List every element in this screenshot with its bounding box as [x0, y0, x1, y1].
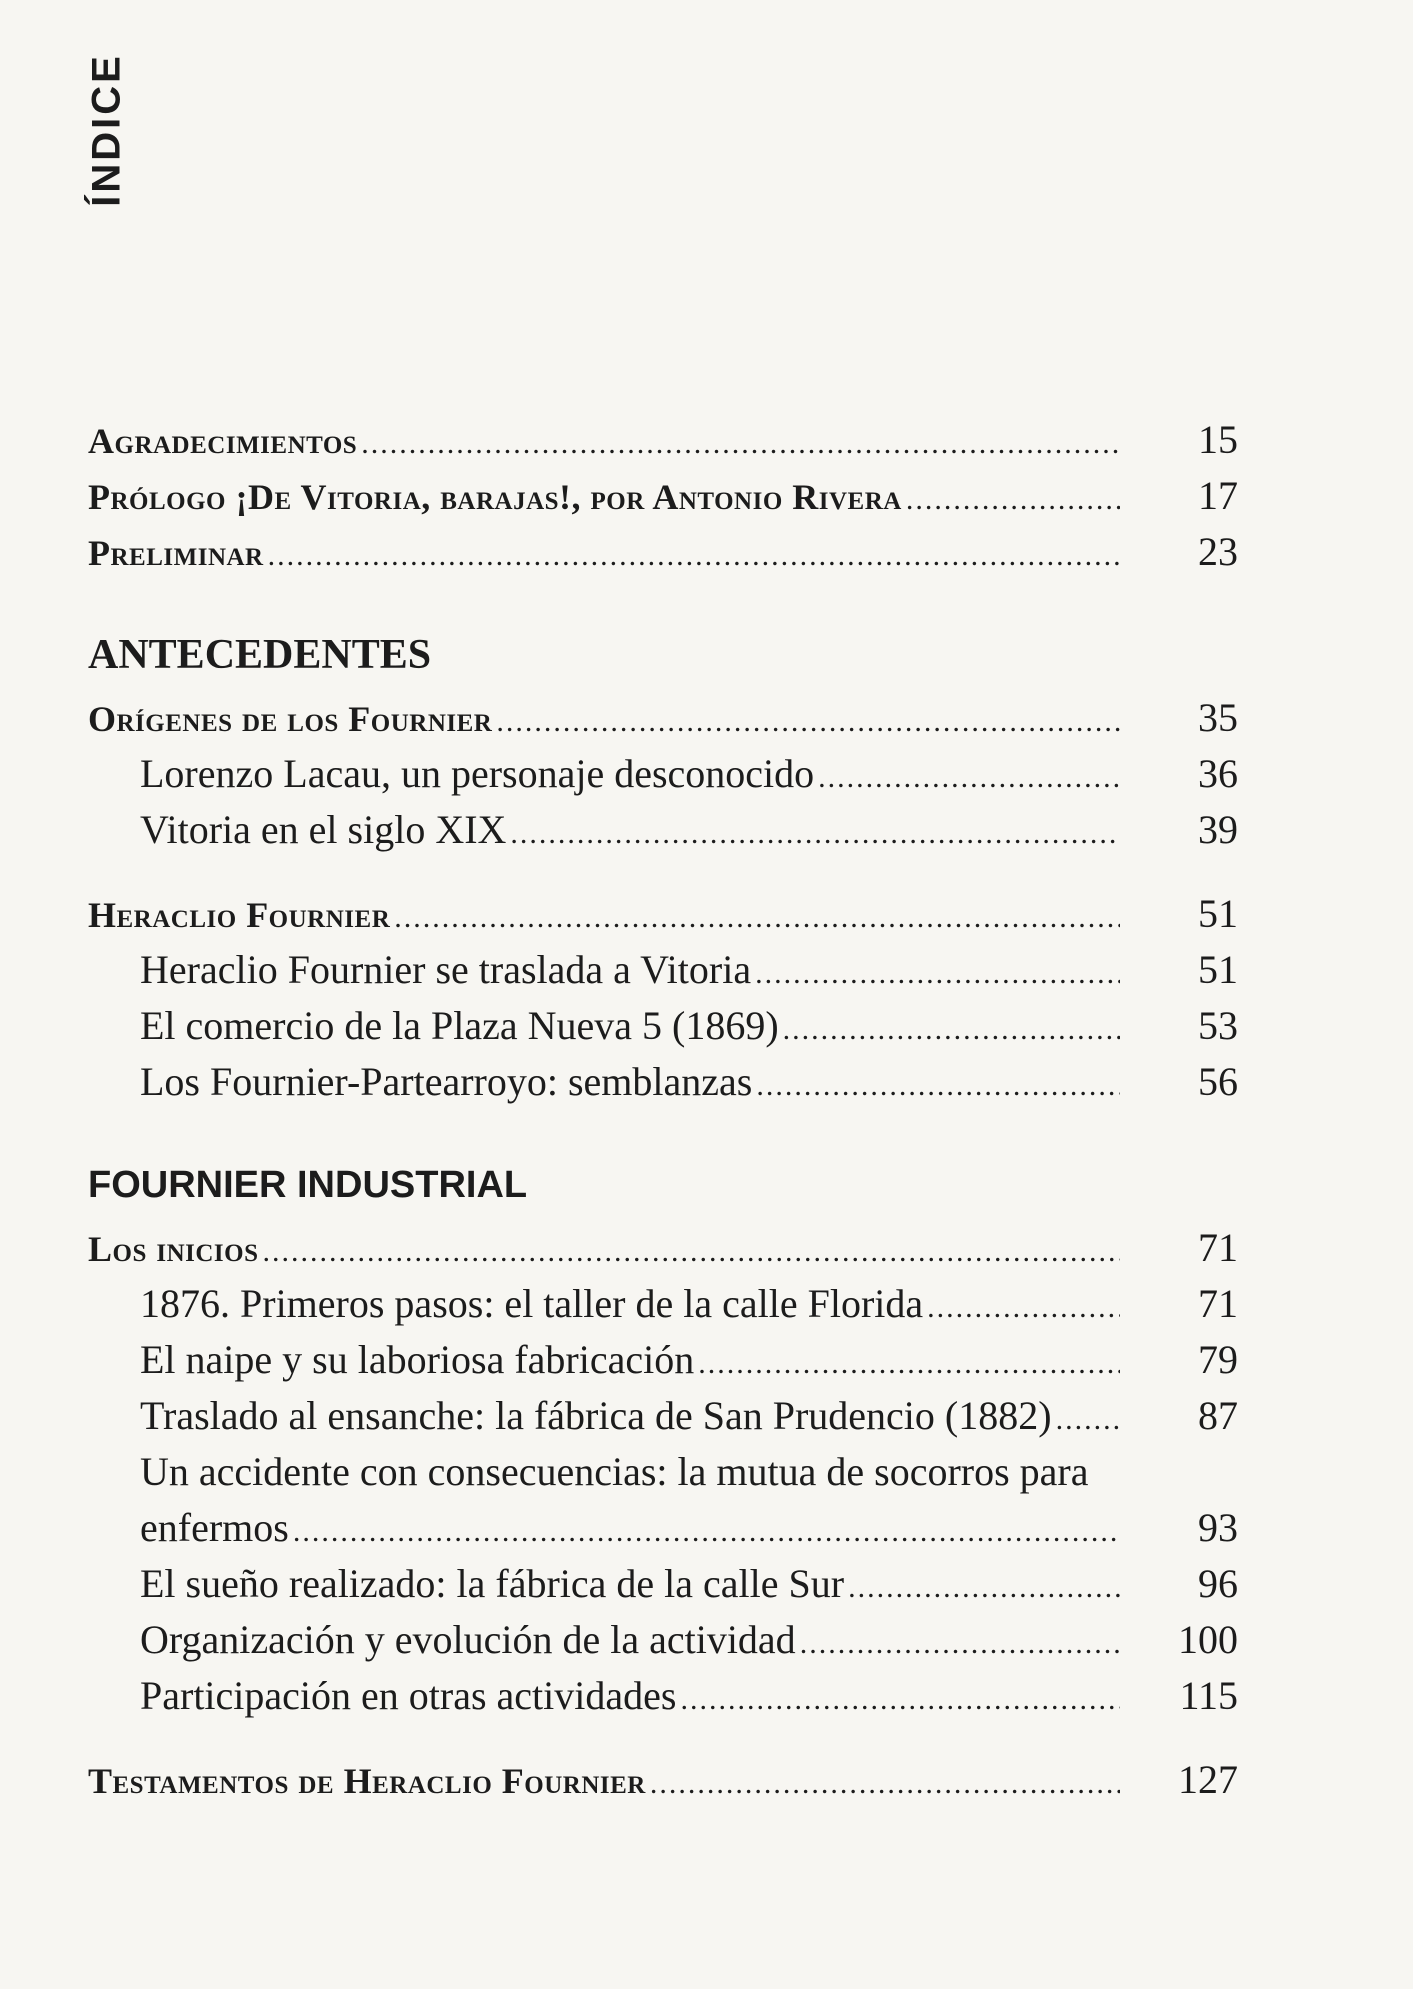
toc-entry-label: enfermos: [140, 1505, 289, 1550]
toc-item[interactable]: [88, 1276, 1238, 1332]
toc-entry-label: Agradecimientos: [88, 421, 358, 461]
toc-page-number: 51: [1198, 891, 1238, 936]
leader-dots: [800, 1616, 1120, 1672]
toc-entry-label: Los Fournier-Partearroyo: semblanzas: [140, 1059, 753, 1104]
toc-entry-testaments[interactable]: [88, 1752, 1238, 1808]
toc-page-number: 23: [1198, 529, 1238, 574]
toc-item[interactable]: [88, 1556, 1238, 1612]
toc-page-number: 93: [1198, 1505, 1238, 1550]
toc-page-number: 79: [1198, 1337, 1238, 1382]
leader-dots: [848, 1560, 1120, 1616]
toc-entry-label: Vitoria en el siglo XIX: [140, 807, 507, 852]
toc-item[interactable]: [88, 1054, 1238, 1110]
toc-item[interactable]: [88, 998, 1238, 1054]
toc-entry-label: Prólogo ¡De Vitoria, barajas!, por Antonio Rivera: [88, 477, 902, 517]
leader-dots: [906, 472, 1120, 528]
leader-dots: [268, 528, 1120, 584]
toc-entry-label: Testamentos de Heraclio Fournier: [88, 1761, 646, 1801]
toc-item-wrapped-first-line[interactable]: [88, 1444, 1238, 1500]
leader-dots: [650, 1756, 1120, 1812]
toc-entry-label: 1876. Primeros pasos: el taller de la calle Florida: [140, 1281, 924, 1326]
section-heading-antecedentes: ANTECEDENTES: [88, 632, 432, 678]
toc-item[interactable]: [88, 1332, 1238, 1388]
toc-page-number: 71: [1198, 1281, 1238, 1326]
index-title-text: ÍNDICE: [84, 53, 129, 207]
toc-page-number: 36: [1198, 751, 1238, 796]
toc-entry-acknowledgements[interactable]: [88, 412, 1238, 468]
toc-entry-label: Heraclio Fournier: [88, 895, 391, 935]
toc-item[interactable]: [88, 1612, 1238, 1668]
toc-page-number: 15: [1198, 417, 1238, 462]
toc-item[interactable]: [88, 942, 1238, 998]
leader-dots: [1056, 1392, 1120, 1448]
toc-page-number: 51: [1198, 947, 1238, 992]
toc-page-number: 100: [1178, 1617, 1238, 1662]
leader-dots: [698, 1336, 1120, 1392]
toc-entry-label: Orígenes de los Fournier: [88, 699, 493, 739]
toc-page-number: 87: [1198, 1393, 1238, 1438]
leader-dots: [756, 1058, 1120, 1114]
toc-entry-label: Organización y evolución de la actividad: [140, 1617, 796, 1662]
leader-dots: [818, 750, 1120, 806]
toc-entry-label: El naipe y su laboriosa fabricación: [140, 1337, 695, 1382]
toc-page-number: 17: [1198, 473, 1238, 518]
leader-dots: [496, 694, 1120, 750]
toc-page-number: 71: [1198, 1225, 1238, 1270]
toc-entry-label: Lorenzo Lacau, un personaje desconocido: [140, 751, 815, 796]
toc-entry-label: Un accidente con consecuencias: la mutua de socorros para: [140, 1449, 1089, 1494]
toc-entry-label: Participación en otras actividades: [140, 1673, 677, 1718]
toc-page-number: 35: [1198, 695, 1238, 740]
toc-entry-preliminary[interactable]: [88, 524, 1238, 580]
toc-page-number: 56: [1198, 1059, 1238, 1104]
toc-entry-label: Los inicios: [88, 1229, 259, 1269]
toc-page-number: 53: [1198, 1003, 1238, 1048]
leader-dots: [510, 806, 1120, 862]
toc-chapter-beginnings[interactable]: [88, 1220, 1238, 1276]
toc-entry-label: El comercio de la Plaza Nueva 5 (1869): [140, 1003, 779, 1048]
index-title: [72, 30, 142, 230]
toc-item[interactable]: [88, 1668, 1238, 1724]
table-of-contents: [88, 412, 1238, 1808]
leader-dots: [263, 1224, 1120, 1280]
toc-item-wrapped-second-line[interactable]: [88, 1500, 1238, 1556]
leader-dots: [680, 1672, 1120, 1728]
toc-item[interactable]: [88, 802, 1238, 858]
toc-entry-label: Heraclio Fournier se traslada a Vitoria: [140, 947, 752, 992]
toc-page-number: 96: [1198, 1561, 1238, 1606]
leader-dots: [755, 946, 1120, 1002]
leader-dots: [927, 1280, 1120, 1336]
toc-page-number: 115: [1179, 1673, 1238, 1718]
toc-entry-label: El sueño realizado: la fábrica de la calle Sur: [140, 1561, 845, 1606]
toc-entry-label: Preliminar: [88, 533, 264, 573]
section-heading-fournier-industrial: FOURNIER INDUSTRIAL: [88, 1164, 528, 1206]
toc-entry-label: Traslado al ensanche: la fábrica de San Prudencio (1882): [140, 1393, 1052, 1438]
leader-dots: [293, 1504, 1120, 1560]
toc-entry-prologue[interactable]: [88, 468, 1238, 524]
toc-page-number: 39: [1198, 807, 1238, 852]
toc-item[interactable]: [88, 1388, 1238, 1444]
leader-dots: [394, 890, 1120, 946]
toc-chapter-origins[interactable]: [88, 690, 1238, 746]
leader-dots: [361, 416, 1120, 472]
toc-item[interactable]: [88, 746, 1238, 802]
leader-dots: [783, 1002, 1120, 1058]
toc-chapter-heraclio[interactable]: [88, 886, 1238, 942]
toc-page-number: 127: [1178, 1757, 1238, 1802]
